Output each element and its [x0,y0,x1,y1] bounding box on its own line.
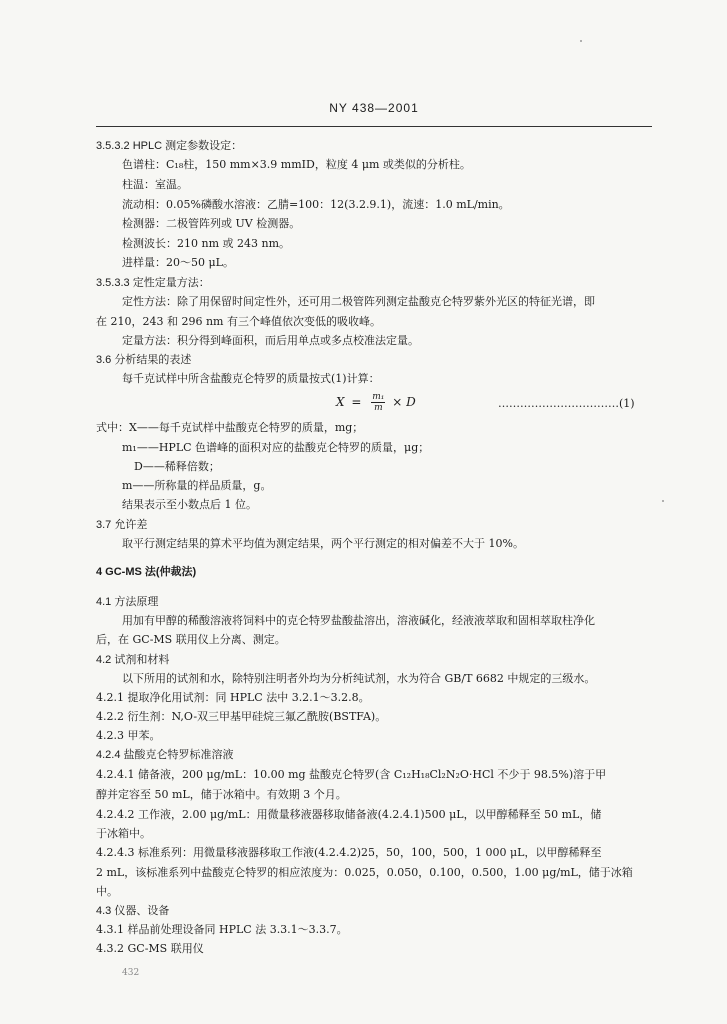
text-line: m₁——HPLC 色谱峰的面积对应的盐酸克仑特罗的质量，μg； [122,441,430,454]
clause-3-6: 3.6 分析结果的表述 [96,354,192,366]
text-line: 检测器：二极管阵列或 UV 检测器。 [122,217,301,230]
clause-4-1: 4.1 方法原理 [96,596,159,608]
clause-4-2: 4.2 试剂和材料 [96,654,170,666]
text-line: 结果表示至小数点后 1 位。 [122,498,257,511]
text-line: 流动相：0.05%磷酸水溶液：乙腈=100：12(3.2.9.1)，流速：1.0 mL/min。 [122,198,510,211]
clause-4-3-2: 4.3.2 GC-MS 联用仪 [96,942,204,955]
section-4-heading: 4 GC-MS 法(仲裁法) [96,566,197,578]
text-line: 在 210，243 和 296 nm 有三个峰值依次变低的吸收峰。 [96,315,381,328]
formula-1 [336,392,416,418]
text-line: 中。 [96,885,118,898]
text-line: 定量方法：积分得到峰面积，而后用单点或多点校准法定量。 [122,334,419,347]
text-line: 2 mL，该标准系列中盐酸克仑特罗的相应浓度为：0.025，0.050，0.100，0.500，1.00 μg/mL，储于冰箱 [96,866,633,879]
formula-fraction [371,392,385,413]
clause-4-2-4-2: 4.2.4.2 工作液，2.00 μg/mL：用微量移液器移取储备液(4.2.4.1)500 μL，以甲醇稀释至 50 mL，储 [96,808,602,821]
formula-number: (1) [619,397,635,410]
text-line: 用加有甲醇的稀酸溶液将饲料中的克仑特罗盐酸盐溶出，溶液碱化，经液液萃取和固相萃取柱净化 [122,614,595,627]
text-line: 取平行测定结果的算术平均值为测定结果，两个平行测定的相对偏差不大于 10%。 [122,537,524,550]
text-line: 检测波长：210 nm 或 243 nm。 [122,237,291,250]
clause-4-3-1: 4.3.1 样品前处理设备同 HPLC 法 3.3.1～3.3.7。 [96,923,348,936]
text-line: 于冰箱中。 [96,827,151,840]
clause-4-3: 4.3 仪器、设备 [96,905,170,917]
scan-speck [662,500,664,502]
header-rule [96,126,652,127]
clause-3-5-3-3: 3.5.3.3 定性定量方法： [96,277,210,289]
formula-numerator: m₁ [372,392,385,402]
clause-4-2-4-1: 4.2.4.1 储备液，200 μg/mL：10.00 mg 盐酸克仑特罗(含 C₁₂H₁₈Cl₂N₂O·HCl 不少于 98.5%)溶于甲 [96,768,607,781]
formula-lhs: X [336,395,345,409]
text-line: D——稀释倍数； [134,460,220,473]
clause-4-2-3: 4.2.3 甲苯。 [96,729,161,742]
text-line: 定性方法：除了用保留时间定性外，还可用二极管阵列测定盐酸克仑特罗紫外光区的特征光谱，即 [122,295,595,308]
text-line: 每千克试样中所含盐酸克仑特罗的质量按式(1)计算： [122,372,380,385]
text-line: 进样量：20～50 μL。 [122,256,234,269]
page-header: NY 438—2001 [329,101,419,115]
text-line: 后，在 GC-MS 联用仪上分离、测定。 [96,633,286,646]
formula-times: × D [392,395,416,409]
page-number: 432 [122,968,140,978]
clause-4-2-2: 4.2.2 衍生剂：N,O-双三甲基甲硅烷三氟乙酰胺(BSTFA)。 [96,710,387,723]
formula-equals: = [351,395,362,409]
text-line: m——所称量的样品质量，g。 [122,479,272,492]
text-line: 以下所用的试剂和水，除特别注明者外均为分析纯试剂，水为符合 GB/T 6682 中规定的三级水。 [122,672,596,685]
text-line: 色谱柱：C₁₈柱，150 mm×3.9 mmID，粒度 4 μm 或类似的分析柱。 [122,158,471,171]
clause-4-2-4: 4.2.4 盐酸克仑特罗标准溶液 [96,749,234,761]
leader-dots: …………………………… [498,397,619,410]
formula-denominator: m [374,403,383,413]
text-line: 柱温：室温。 [122,178,188,191]
clause-4-2-1: 4.2.1 提取净化用试剂：同 HPLC 法中 3.2.1～3.2.8。 [96,691,370,704]
clause-4-2-4-3: 4.2.4.3 标准系列：用微量移液器移取工作液(4.2.4.2)25，50，100，500，1 000 μL，以甲醇稀释至 [96,846,602,859]
text-line: 醇并定容至 50 mL，储于冰箱中。有效期 3 个月。 [96,788,347,801]
clause-3-5-3-2: 3.5.3.2 HPLC 测定参数设定： [96,140,243,152]
scan-speck [580,40,582,42]
formula-leader [498,397,635,410]
text-line: 式中：X——每千克试样中盐酸克仑特罗的质量，mg； [96,421,364,434]
clause-3-7: 3.7 允许差 [96,519,148,531]
